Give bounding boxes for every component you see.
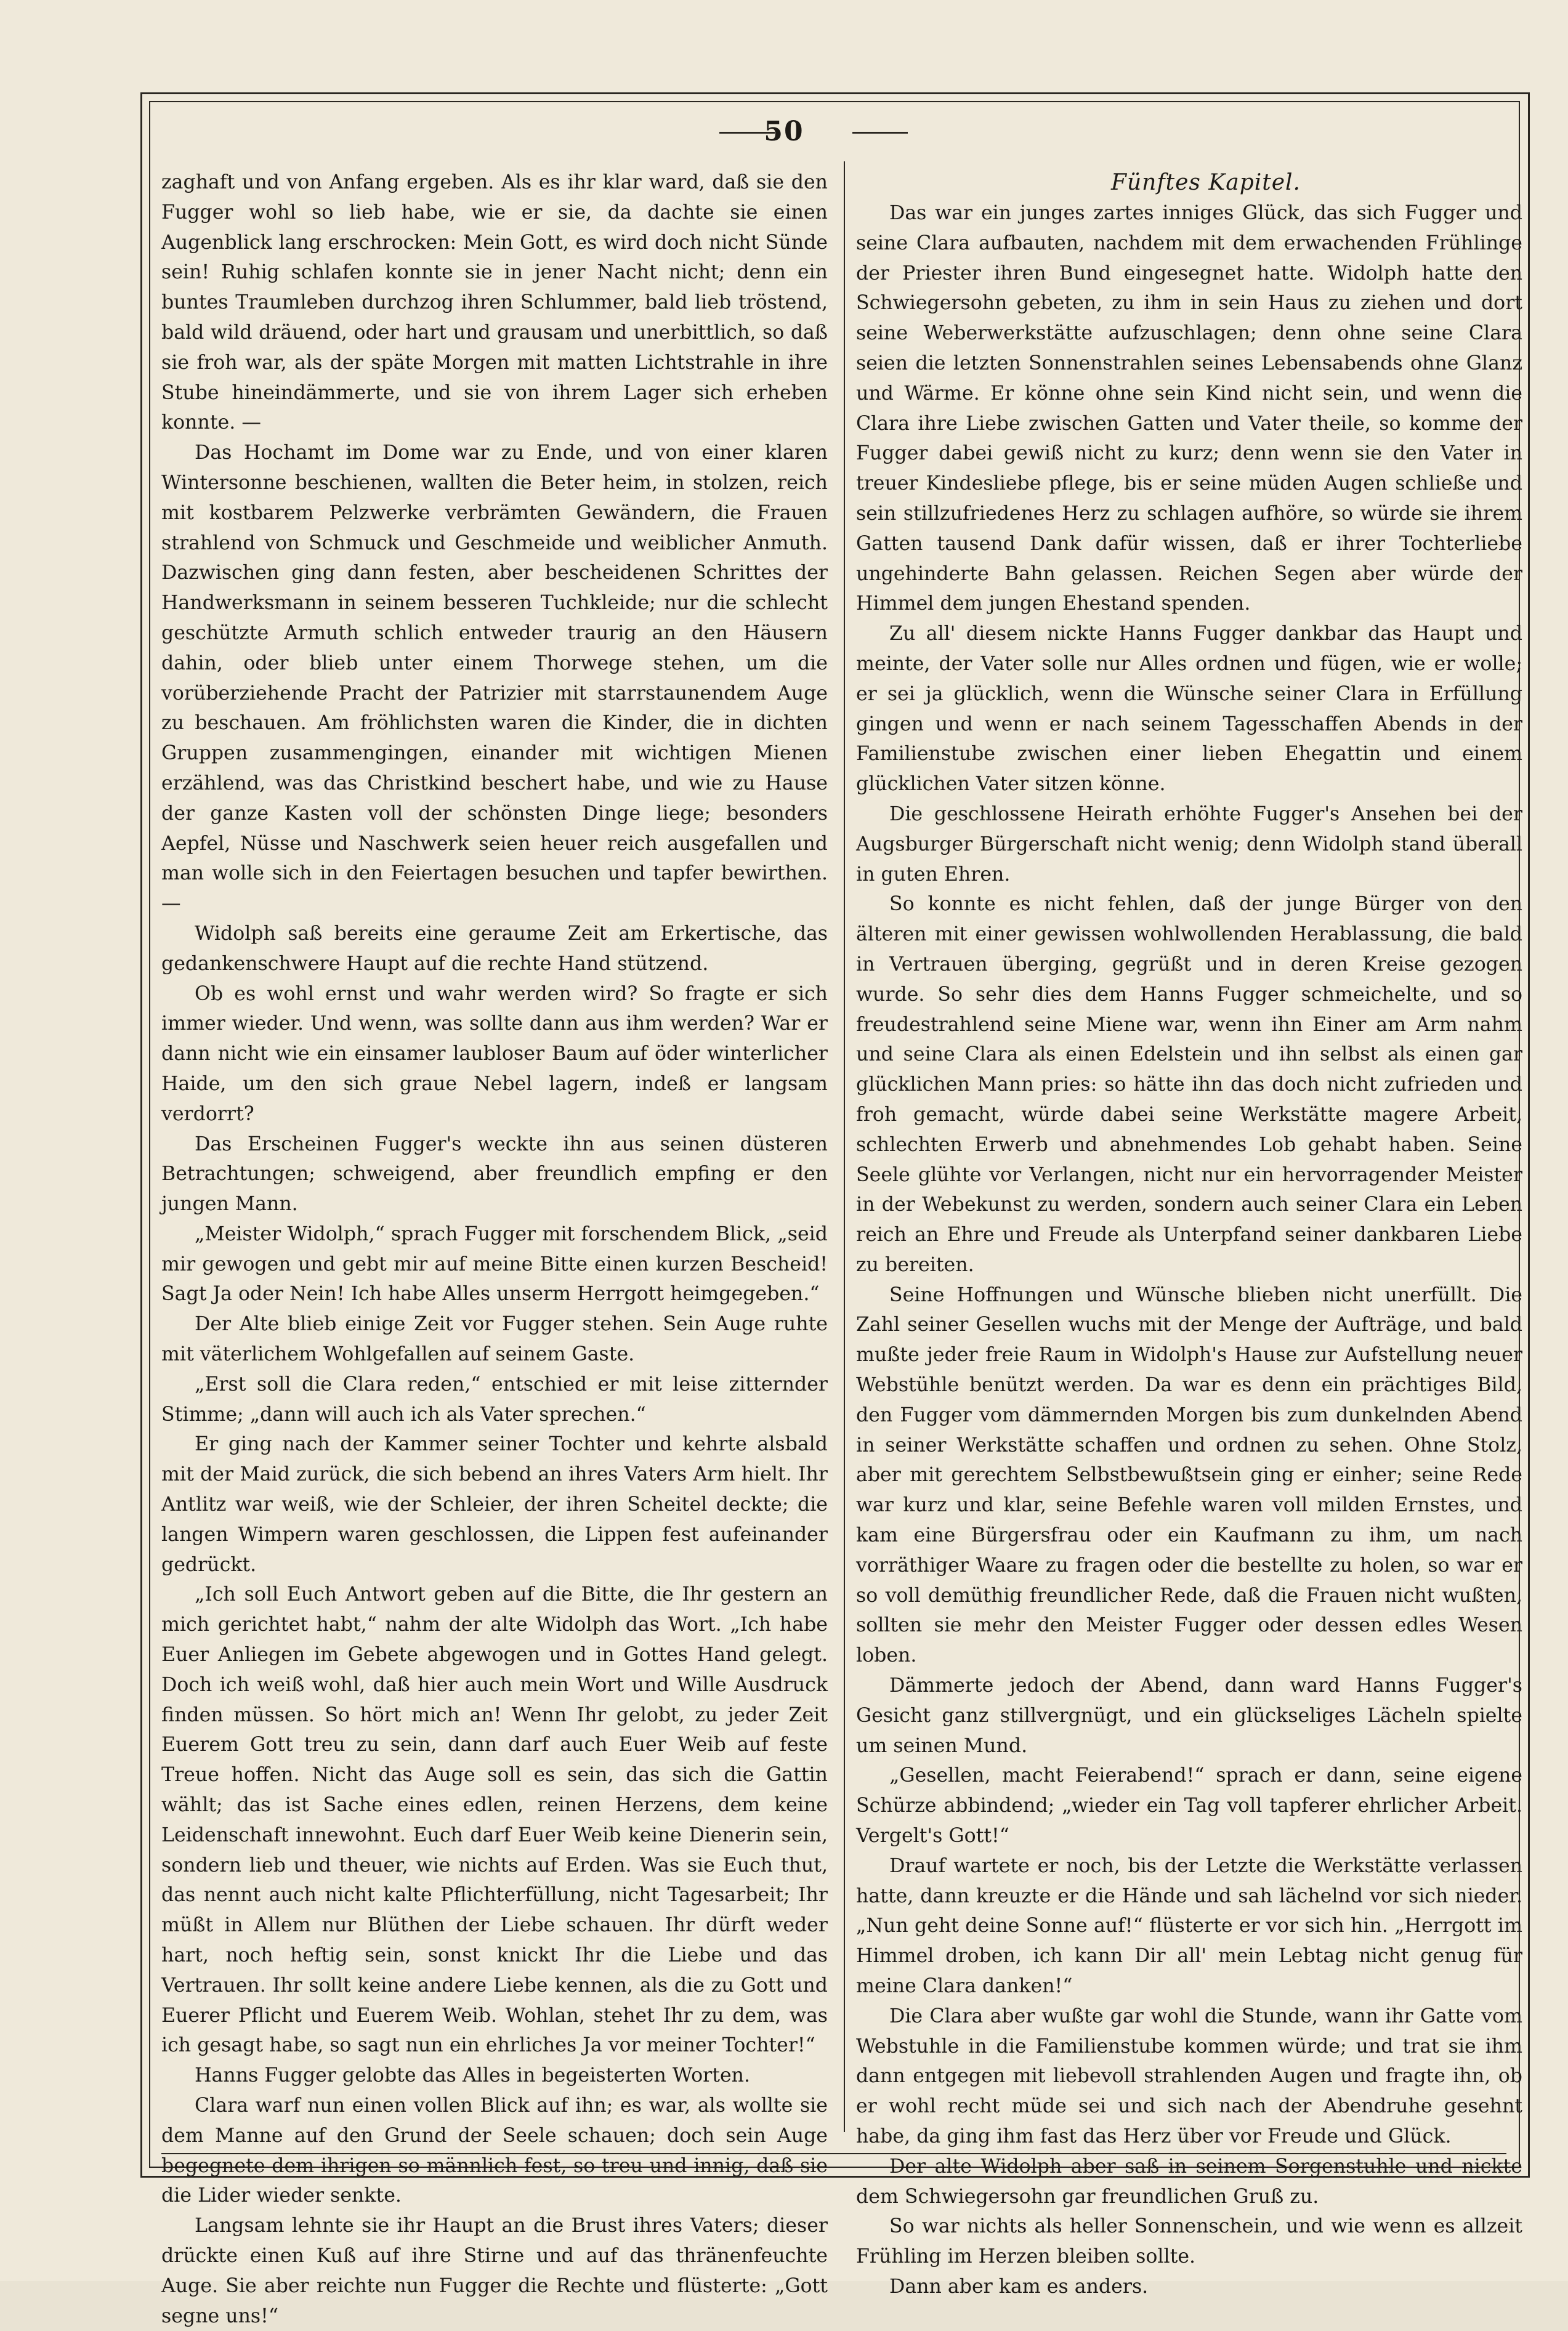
paragraph: Dämmerte jedoch der Abend, dann ward Hanns Fugger's Gesicht ganz stillvergnügt, und ein glückseliges Lächeln spielte um seinen Mund. <box>856 1675 1522 1757</box>
right-column <box>856 168 1522 2302</box>
paragraph: Das Hochamt im Dome war zu Ende, und von einer klaren Wintersonne beschienen, wallten die Beter heim, in stolzen, reich mit kostbarem Pelzwerke verbrämten Gewändern, die Frauen strahlend von Schmuck und Geschmeide und weiblicher Anmuth. Dazwischen ging dann festen, aber bescheidenen Schrittes der Handwerksmann in seinem besseren Tuchkleide; nur die schlecht geschützte Armuth schlich entweder traurig an den Häusern dahin, oder blieb unter einem Thorwege stehen, um die vorüberziehende Pracht der Patrizier mit starrstaunendem Auge zu beschauen. Am fröhlichsten waren die Kinder, die in dichten Gruppen zusammengingen, einander mit wichtigen Mienen erzählend, was das Christkind beschert habe, und wie zu Hause der ganze Kasten voll der schönsten Dinge liege; besonders Aepfel, Nüsse und Naschwerk seien heuer reich ausgefallen und man wolle sich in den Feiertagen besuchen und tapfer bewirthen. — <box>161 442 828 915</box>
chapter-heading: Fünftes Kapitel. <box>1110 170 1301 195</box>
paragraph: Das war ein junges zartes inniges Glück, das sich Fugger und seine Clara aufbauten, nachdem mit dem erwachenden Frühlinge der Priester ihren Bund eingesegnet hatte. Widolph hatte den Schwiegersohn gebeten, zu ihm in sein Haus zu ziehen und dort seine Weberwerkstätte aufzuschlagen; denn ohne seine Clara seien die letzten Sonnenstrahlen seines Lebensabends ohne Glanz und Wärme. Er könne ohne sein Kind nicht sein, und wenn die Clara ihre Liebe zwischen Gatten und Vater theile, so komme der Fugger dabei gewiß nicht zu kurz; denn wenn sie den Vater in treuer Kindesliebe pflege, bis er seine müden Augen schließe und sein stillzufriedenes Herz zu schlagen aufhöre, so würde sie ihrem Gatten tausend Dank dafür wissen, daß er ihrer Tochterliebe ungehinderte Bahn gelassen. Reichen Segen aber würde der Himmel dem jungen Ehestand spenden. <box>856 202 1522 615</box>
paragraph: Clara warf nun einen vollen Blick auf ihn; es war, als wollte sie dem Manne auf den Grund der Seele schauen; doch sein Auge begegnete dem ihrigen so männlich fest, so treu und innig, daß sie die Lider wieder senkte. <box>161 2095 828 2207</box>
paragraph: „Gesellen, macht Feierabend!“ sprach er dann, seine eigene Schürze abbindend; „wieder ein Tag voll tapferer ehrlicher Arbeit. Vergelt's Gott!“ <box>856 1764 1522 1848</box>
paragraph: Hanns Fugger gelobte das Alles in begeisterten Worten. <box>195 2064 751 2087</box>
left-column <box>161 168 828 2331</box>
paragraph: Er ging nach der Kammer seiner Tochter und kehrte alsbald mit der Maid zurück, die sich bebend an ihres Vaters Arm hielt. Ihr Antlitz war weiß, wie der Schleier, der ihren Scheitel deckte; die langen Wimpern waren geschlossen, die Lippen fest aufeinander gedrückt. <box>161 1433 828 1576</box>
paragraph: So war nichts als heller Sonnenschein, und wie wenn es allzeit Frühling im Herzen bleiben sollte. <box>856 2215 1522 2268</box>
paragraph: „Meister Widolph,“ sprach Fugger mit forschendem Blick, „seid mir gewogen und gebt mir auf meine Bitte einen kurzen Bescheid! Sagt Ja oder Nein! Ich habe Alles unserm Herrgott heimgegeben.“ <box>161 1222 828 1306</box>
paragraph: So konnte es nicht fehlen, daß der junge Bürger von den älteren mit einer gewissen wohlwollenden Herablassung, die bald in Vertrauen überging, gegrüßt und in deren Kreise gezogen wurde. So sehr dies dem Hanns Fugger schmeichelte, und so freudestrahlend seine Miene war, wenn ihn Einer am Arm nahm und seine Clara als einen Edelstein und ihn selbst als einen gar glücklichen Mann pries: so hätte ihn das doch nicht zufrieden und froh gemacht, würde dabei seine Werkstätte magere Arbeit, schlechten Erwerb und abnehmendes Lob gehabt haben. Seine Seele glühte vor Verlangen, nicht nur ein hervorragender Meister in der Webekunst zu werden, sondern auch seiner Clara ein Leben reich an Ehre und Freude als Unterpfand seiner dankbaren Liebe zu bereiten. <box>856 893 1522 1276</box>
paragraph: Drauf wartete er noch, bis der Letzte die Werkstätte verlassen hatte, dann kreuzte er die Hände und sah lächelnd vor sich nieder. „Nun geht deine Sonne auf!“ flüsterte er vor sich hin. „Herrgott im Himmel droben, ich kann Dir all' mein Lebtag nicht genug für meine Clara danken!“ <box>856 1854 1522 1998</box>
paragraph: „Erst soll die Clara reden,“ entschied er mit leise zitternder Stimme; „dann will auch ich als Vater sprechen.“ <box>161 1373 828 1426</box>
column-divider <box>844 161 845 2132</box>
paragraph: Zu all' diesem nickte Hanns Fugger dankbar das Haupt und meinte, der Vater solle nur Alles ordnen und fügen, wie er wolle; er sei ja glücklich, wenn die Wünsche seiner Clara in Erfüllung gingen und wenn er nach seinem Tagesschaffen Abends in der Familienstube zwischen einer lieben Ehegattin und einem glücklichen Vater sitzen könne. <box>856 623 1522 796</box>
folio-ornament-right <box>852 132 908 134</box>
paragraph: Das Erscheinen Fugger's weckte ihn aus seinen düsteren Betrachtungen; schweigend, aber freundlich empfing er den jungen Mann. <box>161 1133 828 1216</box>
paragraph: Der alte Widolph aber saß in seinem Sorgenstuhle und nickte dem Schwiegersohn gar freundlichen Gruß zu. <box>856 2155 1522 2208</box>
paragraph: „Ich soll Euch Antwort geben auf die Bitte, die Ihr gestern an mich gerichtet habt,“ nahm der alte Widolph das Wort. „Ich habe Euer Anliegen im Gebete abgewogen und in Gottes Hand gelegt. Doch ich weiß wohl, daß hier auch mein Wort und Wille Ausdruck finden müssen. So hört mich an! Wenn Ihr gelobt, zu jeder Zeit Euerem Gott treu zu sein, dann darf auch Euer Weib auf feste Treue hoffen. Nicht das Auge soll es sein, das sich die Gattin wählt; das ist Sache eines edlen, reinen Herzens, dem keine Leidenschaft innewohnt. Euch darf Euer Weib keine Dienerin sein, sondern lieb und theuer, wie nichts auf Erden. Was sie Euch thut, das nennt auch nicht kalte Pflichterfüllung, nicht Tagesarbeit; Ihr müßt in Allem nur Blüthen der Liebe schauen. Ihr dürft weder hart, noch heftig sein, sonst knickt Ihr die Liebe und das Vertrauen. Ihr sollt keine andere Liebe kennen, als die zu Gott und Euerer Pflicht und Euerem Weib. Wohlan, stehet Ihr zu dem, was ich gesagt habe, so sagt nun ein ehrliches Ja vor meiner Tochter!“ <box>161 1583 828 2057</box>
paragraph: Seine Hoffnungen und Wünsche blieben nicht unerfüllt. Die Zahl seiner Gesellen wuchs mit der Menge der Aufträge, und bald mußte jeder freie Raum in Widolph's Hause zur Aufstellung neuer Webstühle benützt werden. Da war es denn ein prächtiges Bild, den Fugger vom dämmernden Morgen bis zum dunkelnden Abend in seiner Werkstätte schaffen und ordnen zu sehen. Ohne Stolz, aber mit gerechtem Selbstbewußtsein ging er einher; seine Rede war kurz und klar, seine Befehle waren voll milden Ernstes, und kam eine Bürgersfrau oder ein Kaufmann zu ihm, um nach vorräthiger Waare zu fragen oder die bestellte zu holen, so war er so voll demüthig freundlicher Rede, daß die Frauen nicht wußten, sollten sie mehr den Meister Fugger oder dessen edles Wesen loben. <box>856 1283 1522 1667</box>
paragraph: Widolph saß bereits eine geraume Zeit am Erkertische, das gedankenschwere Haupt auf die rechte Hand stützend. <box>161 922 828 975</box>
page-number: 50 <box>764 116 804 147</box>
paragraph: Der Alte blieb einige Zeit vor Fugger stehen. Sein Auge ruhte mit väterlichem Wohlgefallen auf seinem Gaste. <box>161 1313 828 1366</box>
paragraph: Ob es wohl ernst und wahr werden wird? So fragte er sich immer wieder. Und wenn, was sollte dann aus ihm werden? War er dann nicht wie ein einsamer laubloser Baum auf öder winterlicher Haide, um den sich graue Nebel lagern, indeß er langsam verdorrt? <box>161 982 828 1125</box>
paragraph: zaghaft und von Anfang ergeben. Als es ihr klar ward, daß sie den Fugger wohl so lieb habe, wie er sie, da dachte sie einen Augenblick lang erschrocken: Mein Gott, es wird doch nicht Sünde sein! Ruhig schlafen konnte sie in jener Nacht nicht; denn ein buntes Traumleben durchzog ihren Schlummer, bald lieb tröstend, bald wild dräuend, oder hart und grausam und unerbittlich, so daß sie froh war, als der späte Morgen mit matten Lichtstrahle in ihre Stube hineindämmerte, und sie von ihrem Lager sich erheben konnte. — <box>161 171 828 434</box>
paragraph: Die geschlossene Heirath erhöhte Fugger's Ansehen bei der Augsburger Bürgerschaft nicht wenig; denn Widolph stand überall in guten Ehren. <box>856 802 1522 886</box>
paragraph: Langsam lehnte sie ihr Haupt an die Brust ihres Vaters; dieser drückte einen Kuß auf ihre Stirne und auf das thränenfeuchte Auge. Sie aber reichte nun Fugger die Rechte und flüsterte: „Gott segne uns!“ <box>161 2215 828 2327</box>
paragraph: Die Clara aber wußte gar wohl die Stunde, wann ihr Gatte vom Webstuhle in die Familienstube kommen würde; und trat sie ihm dann entgegen mit liebevoll strahlenden Augen und fragte ihn, ob er wohl recht müde sei und sich nach der Abendruhe gesehnt habe, da ging ihm fast das Herz über vor Freude und Glück. <box>856 2005 1522 2147</box>
bottom-rule <box>161 2153 1506 2154</box>
paragraph: Dann aber kam es anders. <box>889 2275 1149 2298</box>
